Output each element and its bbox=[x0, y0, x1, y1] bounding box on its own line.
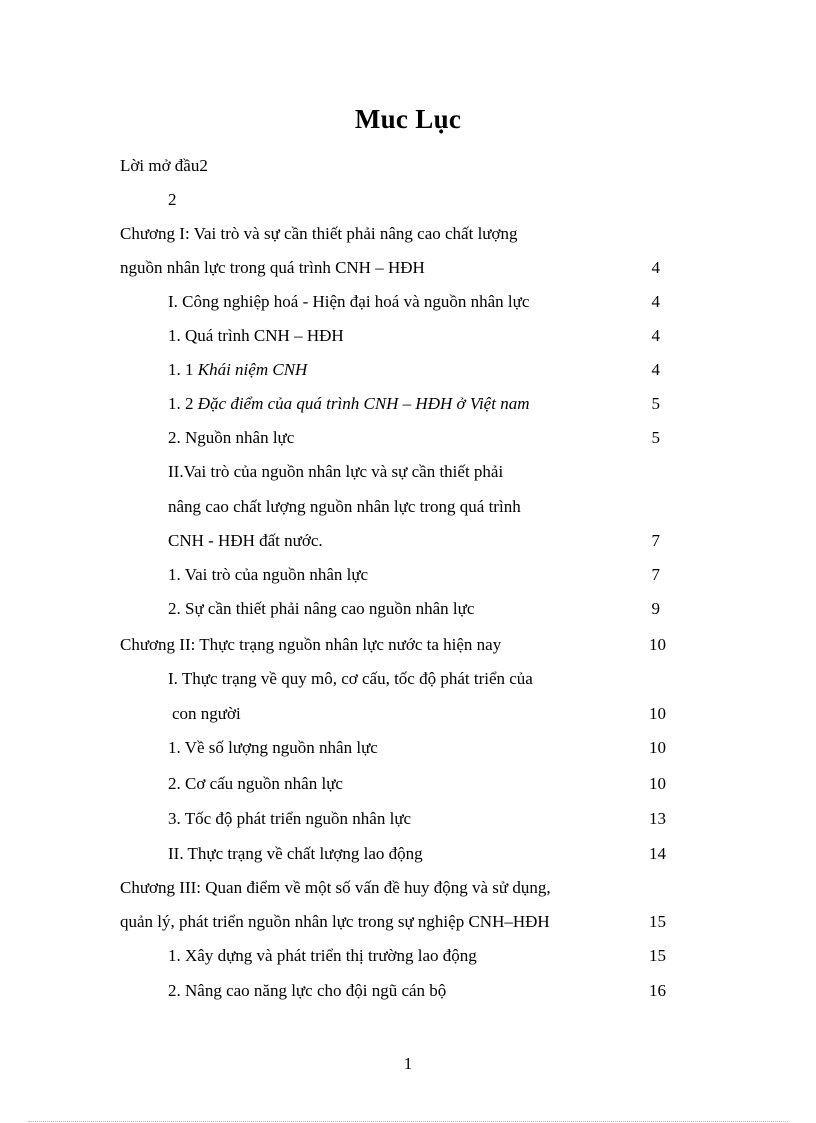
toc-page-number: 10 bbox=[649, 738, 666, 757]
toc-entry: 2. Cơ cấu nguồn nhân lực bbox=[168, 774, 343, 793]
toc-entry: I. Thực trạng về quy mô, cơ cấu, tốc độ phát triển của bbox=[168, 669, 533, 688]
toc-entry: Chương II: Thực trạng nguồn nhân lực nước ta hiện nay bbox=[120, 635, 502, 654]
toc-page-number: 7 bbox=[651, 531, 660, 550]
toc-entry: Chương III: Quan điểm về một số vấn đề huy động và sử dụng, bbox=[120, 878, 551, 897]
toc-page-number: 4 bbox=[651, 326, 660, 345]
toc-page-number: 4 bbox=[651, 258, 660, 277]
toc-entry: II. Thực trạng về chất lượng lao động bbox=[168, 844, 423, 863]
toc-entry: 2 bbox=[168, 190, 177, 209]
toc-page-number: 4 bbox=[651, 360, 660, 379]
toc-entry: 2. Nguồn nhân lực bbox=[168, 428, 295, 447]
toc-entry: 1. Xây dựng và phát triển thị trường lao động bbox=[168, 946, 477, 965]
toc-entry: I. Công nghiệp hoá - Hiện đại hoá và nguồn nhân lực bbox=[168, 292, 530, 311]
toc-page-number: 9 bbox=[651, 599, 660, 618]
toc-page-number: 16 bbox=[649, 981, 666, 1000]
toc-page-number: 5 bbox=[651, 428, 660, 447]
toc-page-number: 10 bbox=[649, 704, 666, 723]
toc-entry: quản lý, phát triển nguồn nhân lực trong sự nghiệp CNH–HĐH bbox=[120, 912, 550, 931]
page-footer-number: 1 bbox=[403, 1054, 413, 1073]
toc-entry: nâng cao chất lượng nguồn nhân lực trong quá trình bbox=[168, 497, 521, 516]
toc-page-number: 5 bbox=[651, 394, 660, 413]
toc-entry: II.Vai trò của nguồn nhân lực và sự cần thiết phải bbox=[168, 462, 504, 481]
toc-entry: Chương I: Vai trò và sự cần thiết phải nâng cao chất lượng bbox=[120, 224, 518, 243]
toc-page-number: 4 bbox=[651, 292, 660, 311]
toc-page-number: 15 bbox=[649, 912, 666, 931]
toc-entry-prefix: 1. 1 bbox=[168, 360, 198, 379]
toc-page-number: 14 bbox=[649, 844, 666, 863]
toc-entry: 1. Vai trò của nguồn nhân lực bbox=[168, 565, 369, 584]
toc-entry: con người bbox=[172, 704, 241, 723]
toc-entry-italic: Khái niệm CNH bbox=[197, 360, 308, 379]
page-bottom-divider bbox=[28, 1121, 788, 1122]
toc-entry: 2. Nâng cao năng lực cho đội ngũ cán bộ bbox=[168, 981, 447, 1000]
toc-page-number: 13 bbox=[649, 809, 666, 828]
toc-entry-italic: Đặc điểm của quá trình CNH – HĐH ở Việt nam bbox=[197, 394, 530, 413]
toc-page-number: 15 bbox=[649, 946, 666, 965]
toc-entry: nguồn nhân lực trong quá trình CNH – HĐH bbox=[120, 258, 425, 277]
toc-entry bbox=[168, 394, 529, 414]
toc-entry: 2. Sự cần thiết phải nâng cao nguồn nhân lực bbox=[168, 599, 475, 618]
toc-entry-prefix: 1. 2 bbox=[168, 394, 198, 413]
toc-entry: 1. Quá trình CNH – HĐH bbox=[168, 326, 344, 345]
toc-page-number: 10 bbox=[649, 774, 666, 793]
toc-entry: CNH - HĐH đất nước. bbox=[168, 531, 323, 550]
toc-entry: 1. Về số lượng nguồn nhân lực bbox=[168, 738, 378, 757]
toc-entry bbox=[168, 360, 307, 380]
toc-entry: 3. Tốc độ phát triển nguồn nhân lực bbox=[168, 809, 412, 828]
toc-entry: Lời mở đầu2 bbox=[120, 156, 208, 175]
toc-page-number: 7 bbox=[651, 565, 660, 584]
toc-title: Muc Lục bbox=[354, 104, 462, 134]
toc-page-number: 10 bbox=[649, 635, 666, 654]
